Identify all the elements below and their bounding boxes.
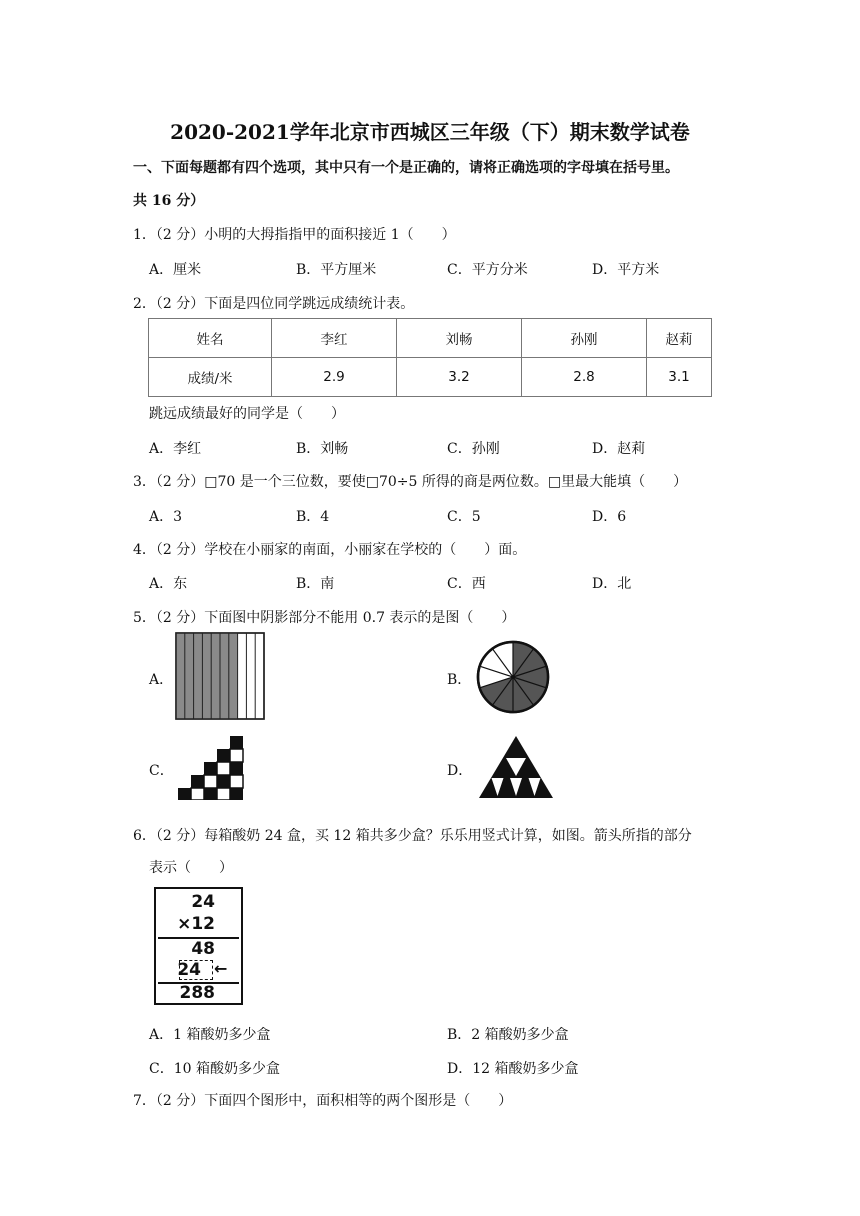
table-cell: 成绩/米: [149, 358, 272, 397]
question-7-stem: 7．（2 分）下面四个图形中，面积相等的两个图形是（ ）: [133, 1093, 513, 1109]
q1-option-a: A．厘米: [149, 262, 202, 278]
q3-option-b: B．4: [296, 509, 330, 525]
table-header-cell: 刘畅: [397, 319, 522, 358]
vertical-multiplication-figure: [154, 887, 243, 1005]
section-heading-line1: 一、下面每题都有四个选项，其中只有一个是正确的，请将正确选项的字母填在括号里。: [133, 160, 679, 176]
q6-option-b: B．2 箱酸奶多少盒: [447, 1027, 569, 1043]
shaded-circle-figure: [475, 639, 551, 715]
calc-partial-product-2: 24: [177, 960, 201, 980]
q2-option-d: D．赵莉: [592, 441, 646, 457]
staircase-squares-figure: [178, 734, 244, 800]
q4-option-b: B．南: [296, 576, 335, 592]
table-header-cell: 赵莉: [647, 319, 712, 358]
q5-label-b: B．: [447, 672, 472, 688]
q3-option-c: C．5: [447, 509, 481, 525]
q1-option-d: D．平方米: [592, 262, 660, 278]
striped-rectangle-figure: [175, 632, 265, 720]
q6-option-d: D．12 箱酸奶多少盒: [447, 1061, 579, 1077]
q2-option-b: B．刘畅: [296, 441, 349, 457]
long-jump-score-table: [148, 318, 712, 397]
calc-multiplicand: 24: [191, 892, 215, 912]
question-4-stem: 4．（2 分）学校在小丽家的南面，小丽家在学校的（ ）面。: [133, 542, 527, 558]
q6-option-a: A．1 箱酸奶多少盒: [149, 1027, 271, 1043]
q5-label-c: C．: [149, 763, 174, 779]
table-header-cell: 李红: [272, 319, 397, 358]
question-5-stem: 5．（2 分）下面图中阴影部分不能用 0.7 表示的是图（ ）: [133, 610, 516, 626]
q2-option-c: C．孙刚: [447, 441, 500, 457]
table-cell: 3.2: [397, 358, 522, 397]
question-1-stem: 1．（2 分）小明的大拇指指甲的面积接近 1（ ）: [133, 227, 456, 243]
q4-option-a: A．东: [149, 576, 188, 592]
table-row: [149, 319, 712, 358]
q1-option-c: C．平方分米: [447, 262, 528, 278]
question-3-stem: 3．（2 分）□70 是一个三位数，要使□70÷5 所得的商是两位数。□里最大能填（ ）: [133, 474, 688, 490]
calc-multiplier: ×12: [177, 914, 215, 934]
table-row: [149, 358, 712, 397]
question-2-sub: 跳远成绩最好的同学是（ ）: [149, 406, 345, 422]
table-header-cell: 孙刚: [522, 319, 647, 358]
q2-option-a: A．李红: [149, 441, 202, 457]
q6-option-c: C．10 箱酸奶多少盒: [149, 1061, 280, 1077]
q4-option-c: C．西: [447, 576, 486, 592]
q5-label-d: D．: [447, 763, 473, 779]
arrow-left-icon: ←: [214, 959, 228, 978]
table-header-cell: 姓名: [149, 319, 272, 358]
table-cell: 2.9: [272, 358, 397, 397]
question-2-stem: 2．（2 分）下面是四位同学跳远成绩统计表。: [133, 296, 415, 312]
table-cell: 3.1: [647, 358, 712, 397]
question-6-stem-line2: 表示（ ）: [149, 860, 233, 876]
q4-option-d: D．北: [592, 576, 632, 592]
calc-product: 288: [179, 983, 215, 1003]
question-6-stem-line1: 6．（2 分）每箱酸奶 24 盒，买 12 箱共多少盒？乐乐用竖式计算，如图。箭头所指的部分: [133, 828, 692, 844]
table-cell: 2.8: [522, 358, 647, 397]
q1-option-b: B．平方厘米: [296, 262, 377, 278]
q3-option-d: D．6: [592, 509, 627, 525]
section-heading-line2: 共 16 分）: [133, 193, 205, 209]
triangle-figure: [477, 734, 555, 800]
q5-label-a: A．: [149, 672, 174, 688]
calc-partial-product-1: 48: [191, 939, 215, 959]
q3-option-a: A．3: [149, 509, 183, 525]
page-title: 2020-2021学年北京市西城区三年级（下）期末数学试卷: [170, 120, 690, 144]
